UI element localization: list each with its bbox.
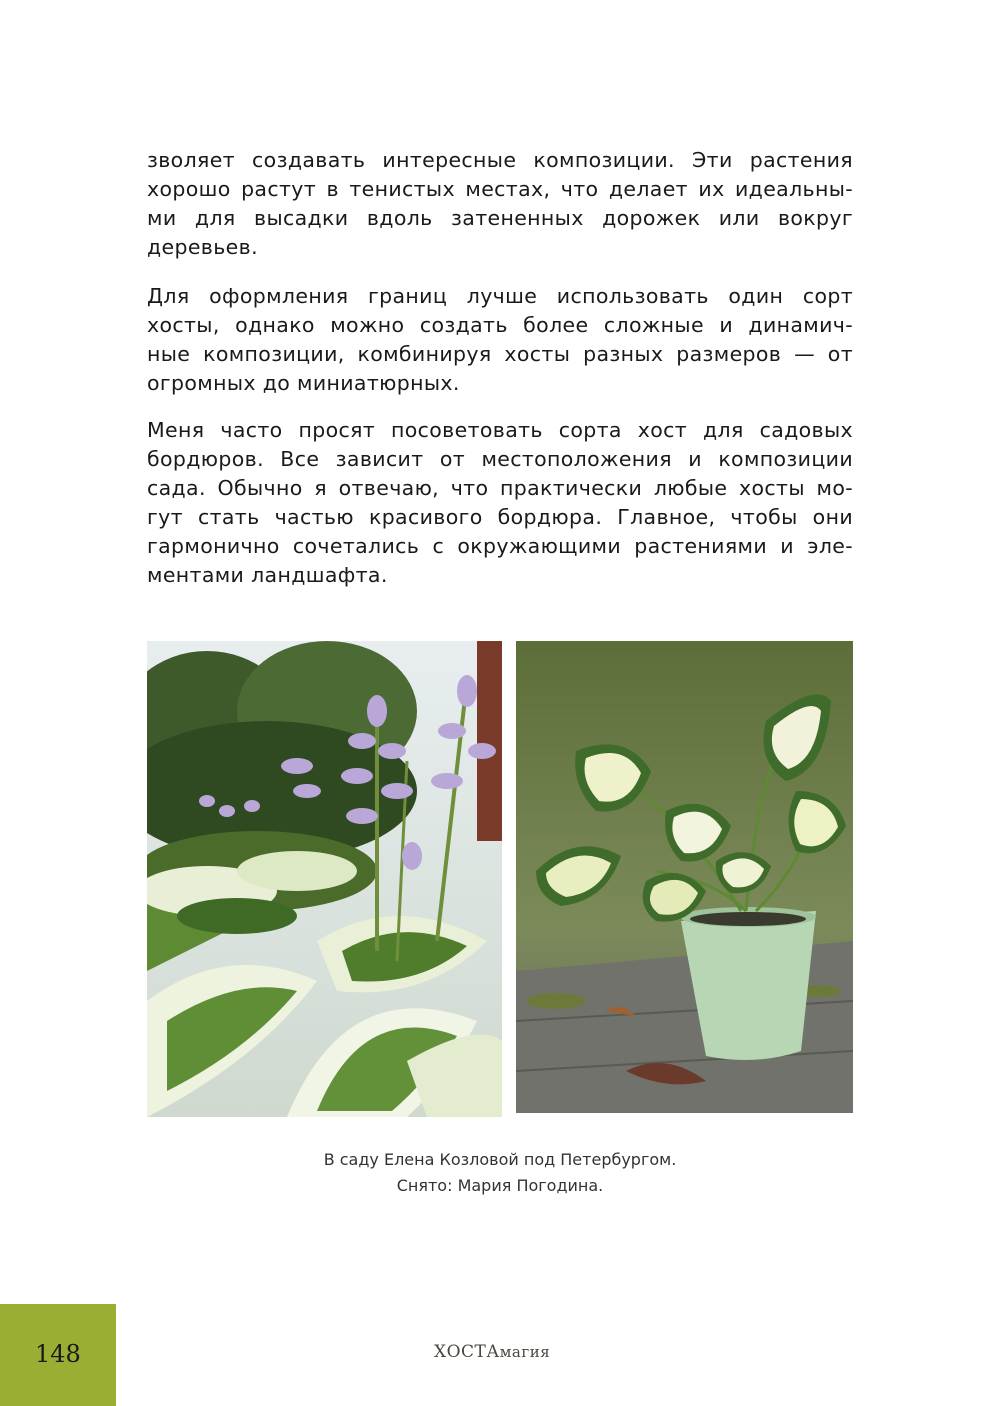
paragraph-line: ми для высадки вдоль затененных дорожек или вокруг xyxy=(147,206,853,230)
paragraph-line: зволяет создавать интересные композиции. Эти растения xyxy=(147,148,853,172)
potted-hosta-photo xyxy=(516,641,853,1113)
book-title-suffix: магия xyxy=(499,1343,551,1361)
paragraph-3 xyxy=(147,416,853,590)
paragraph-1 xyxy=(147,146,853,262)
paragraph-2 xyxy=(147,282,853,398)
paragraph-line: сада. Обычно я отвечаю, что практически любые хосты мо- xyxy=(147,476,853,500)
paragraph-line: гут стать частью красивого бордюра. Главное, чтобы они xyxy=(147,505,853,529)
caption-line-1: В саду Елена Козловой под Петербургом. xyxy=(323,1150,677,1169)
paragraph-line: огромных до миниатюрных. xyxy=(147,371,460,395)
paragraph-line: деревьев. xyxy=(147,235,258,259)
paragraph-line: Меня часто просят посоветовать сорта хост для садовых xyxy=(147,418,853,442)
paragraph-line: Для оформления границ лучше использовать один сорт xyxy=(147,284,853,308)
photo-caption xyxy=(200,1147,800,1199)
caption-line-2: Снято: Мария Погодина. xyxy=(396,1176,604,1195)
paragraph-line: ментами ландшафта. xyxy=(147,563,388,587)
book-title xyxy=(434,1342,550,1362)
paragraph-line: гармонично сочетались с окружающими растениями и эле- xyxy=(147,534,853,558)
paragraph-line: бордюров. Все зависит от местоположения и композиции xyxy=(147,447,853,471)
paragraph-line: хосты, однако можно создать более сложные и динамич- xyxy=(147,313,853,337)
page-number: 148 xyxy=(35,1340,81,1368)
book-title-main: ХОСТА xyxy=(434,1342,500,1362)
garden-hosta-photo xyxy=(147,641,502,1117)
paragraph-line: хорошо растут в тенистых местах, что делает их идеальны- xyxy=(147,177,853,201)
paragraph-line: ные композиции, комбинируя хосты разных размеров — от xyxy=(147,342,853,366)
